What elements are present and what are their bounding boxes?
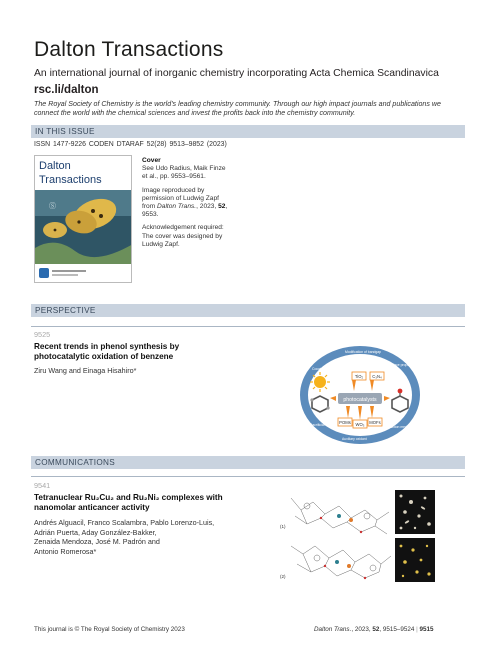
- section-bar-in-this-issue: IN THIS ISSUE: [31, 125, 465, 138]
- footer-citation: Dalton Trans., 2023, 52, 9515–9524 | 9515: [314, 626, 434, 633]
- ring-label: Auxiliary oxidant: [342, 437, 367, 441]
- structure-label: (2): [280, 574, 286, 579]
- crystal-structures: [277, 488, 437, 584]
- structure-label: (1): [280, 524, 286, 529]
- ring-label: Surface property: [388, 363, 414, 367]
- cover-label: Cover: [142, 157, 161, 164]
- scheme-center-label: photocatalysts: [343, 397, 377, 403]
- author-line: Antonio Romerosa*: [34, 546, 97, 556]
- cover-ack-line: The cover was designed by: [142, 232, 223, 240]
- divider: [31, 476, 465, 477]
- cover-title-line1: Dalton: [39, 160, 71, 172]
- cover-info: [142, 157, 242, 249]
- issn-line: ISSN 1477-9226 CODEN DTARAF 52(28) 9513–9852 (2023): [34, 141, 227, 148]
- footer-page-number: 9515: [419, 626, 434, 633]
- cover-ack-line: Ludwig Zapf.: [142, 240, 180, 248]
- intro-line: connect the world with the chemical sciences and invest the profits back into the chemistry community.: [34, 109, 356, 117]
- catalyst-label: POMs: [339, 420, 351, 425]
- article-title-line[interactable]: nanomolar anticancer activity: [34, 503, 150, 512]
- photocatalysis-scheme: [290, 340, 430, 452]
- catalyst-label: WO₃: [355, 422, 365, 427]
- toc-graphic-perspective[interactable]: [290, 340, 430, 452]
- intro-line: The Royal Society of Chemistry is the world's leading chemistry community. Through our high impact journals and publications we: [34, 100, 441, 108]
- cover-repro-line: permission of Ludwig Zapf: [142, 194, 219, 202]
- author-line: Adrián Puerta, Aday González-Bakker,: [34, 527, 157, 537]
- cover-repro-line: Image reproduced by: [142, 186, 205, 194]
- article-title[interactable]: [34, 493, 223, 513]
- divider: [31, 326, 465, 327]
- intro-text: [34, 100, 468, 118]
- journal-title: Dalton Transactions: [34, 38, 224, 61]
- ring-label: Cocatalysts: [312, 367, 330, 371]
- article-title-line[interactable]: photocatalytic oxidation of benzene: [34, 352, 174, 361]
- cover-illustration: [35, 156, 132, 283]
- article-authors: Ziru Wang and Einaga Hisahiro*: [34, 366, 137, 375]
- journal-subtitle: An international journal of inorganic chemistry incorporating Acta Chemica Scandinavica: [34, 68, 439, 79]
- author-line: Zenaida Mendoza, José M. Padrón and: [34, 537, 160, 546]
- article-page-number: 9525: [34, 330, 51, 339]
- cover-title-line2: Transactions: [39, 174, 102, 186]
- cover-image[interactable]: [34, 155, 132, 283]
- ring-label: Sacrificial reagent: [310, 423, 337, 427]
- article-title-line[interactable]: Tetranuclear Ru₂Cu₂ and Ru₂Ni₂ complexes with: [34, 493, 223, 502]
- cover-repro-line: from Dalton Trans., 2023, 52,: [142, 203, 228, 211]
- footer-copyright: This journal is © The Royal Society of Chemistry 2023: [34, 626, 185, 633]
- toc-graphic-communications[interactable]: [277, 488, 437, 584]
- cover-ack-line: Acknowledgement required:: [142, 224, 224, 232]
- cover-see-line[interactable]: See Udo Radius, Maik Finze: [142, 165, 226, 173]
- journal-url[interactable]: rsc.li/dalton: [34, 84, 99, 96]
- article-page-number: 9541: [34, 481, 51, 490]
- section-bar-perspective: PERSPECTIVE: [31, 304, 465, 317]
- catalyst-label: MOFs: [369, 420, 381, 425]
- article-title[interactable]: [34, 342, 179, 362]
- author-line: Andrés Alguacil, Franco Scalambra, Pablo Lorenzo-Luis,: [34, 518, 215, 527]
- cover-repro-line: 9553.: [142, 211, 159, 219]
- svg-text:Ⓢ: Ⓢ: [49, 203, 56, 210]
- ring-label: Modification of bandgap: [345, 350, 382, 354]
- catalyst-label: C₃N₄: [372, 374, 382, 379]
- article-title-line[interactable]: Recent trends in phenol synthesis by: [34, 342, 180, 351]
- article-authors: [34, 518, 214, 556]
- ring-label: Reaction medium: [386, 425, 413, 429]
- section-bar-communications: COMMUNICATIONS: [31, 456, 465, 469]
- catalyst-label: TiO₂: [354, 374, 364, 379]
- cover-see-line[interactable]: et al., pp. 9553–9561.: [142, 173, 206, 181]
